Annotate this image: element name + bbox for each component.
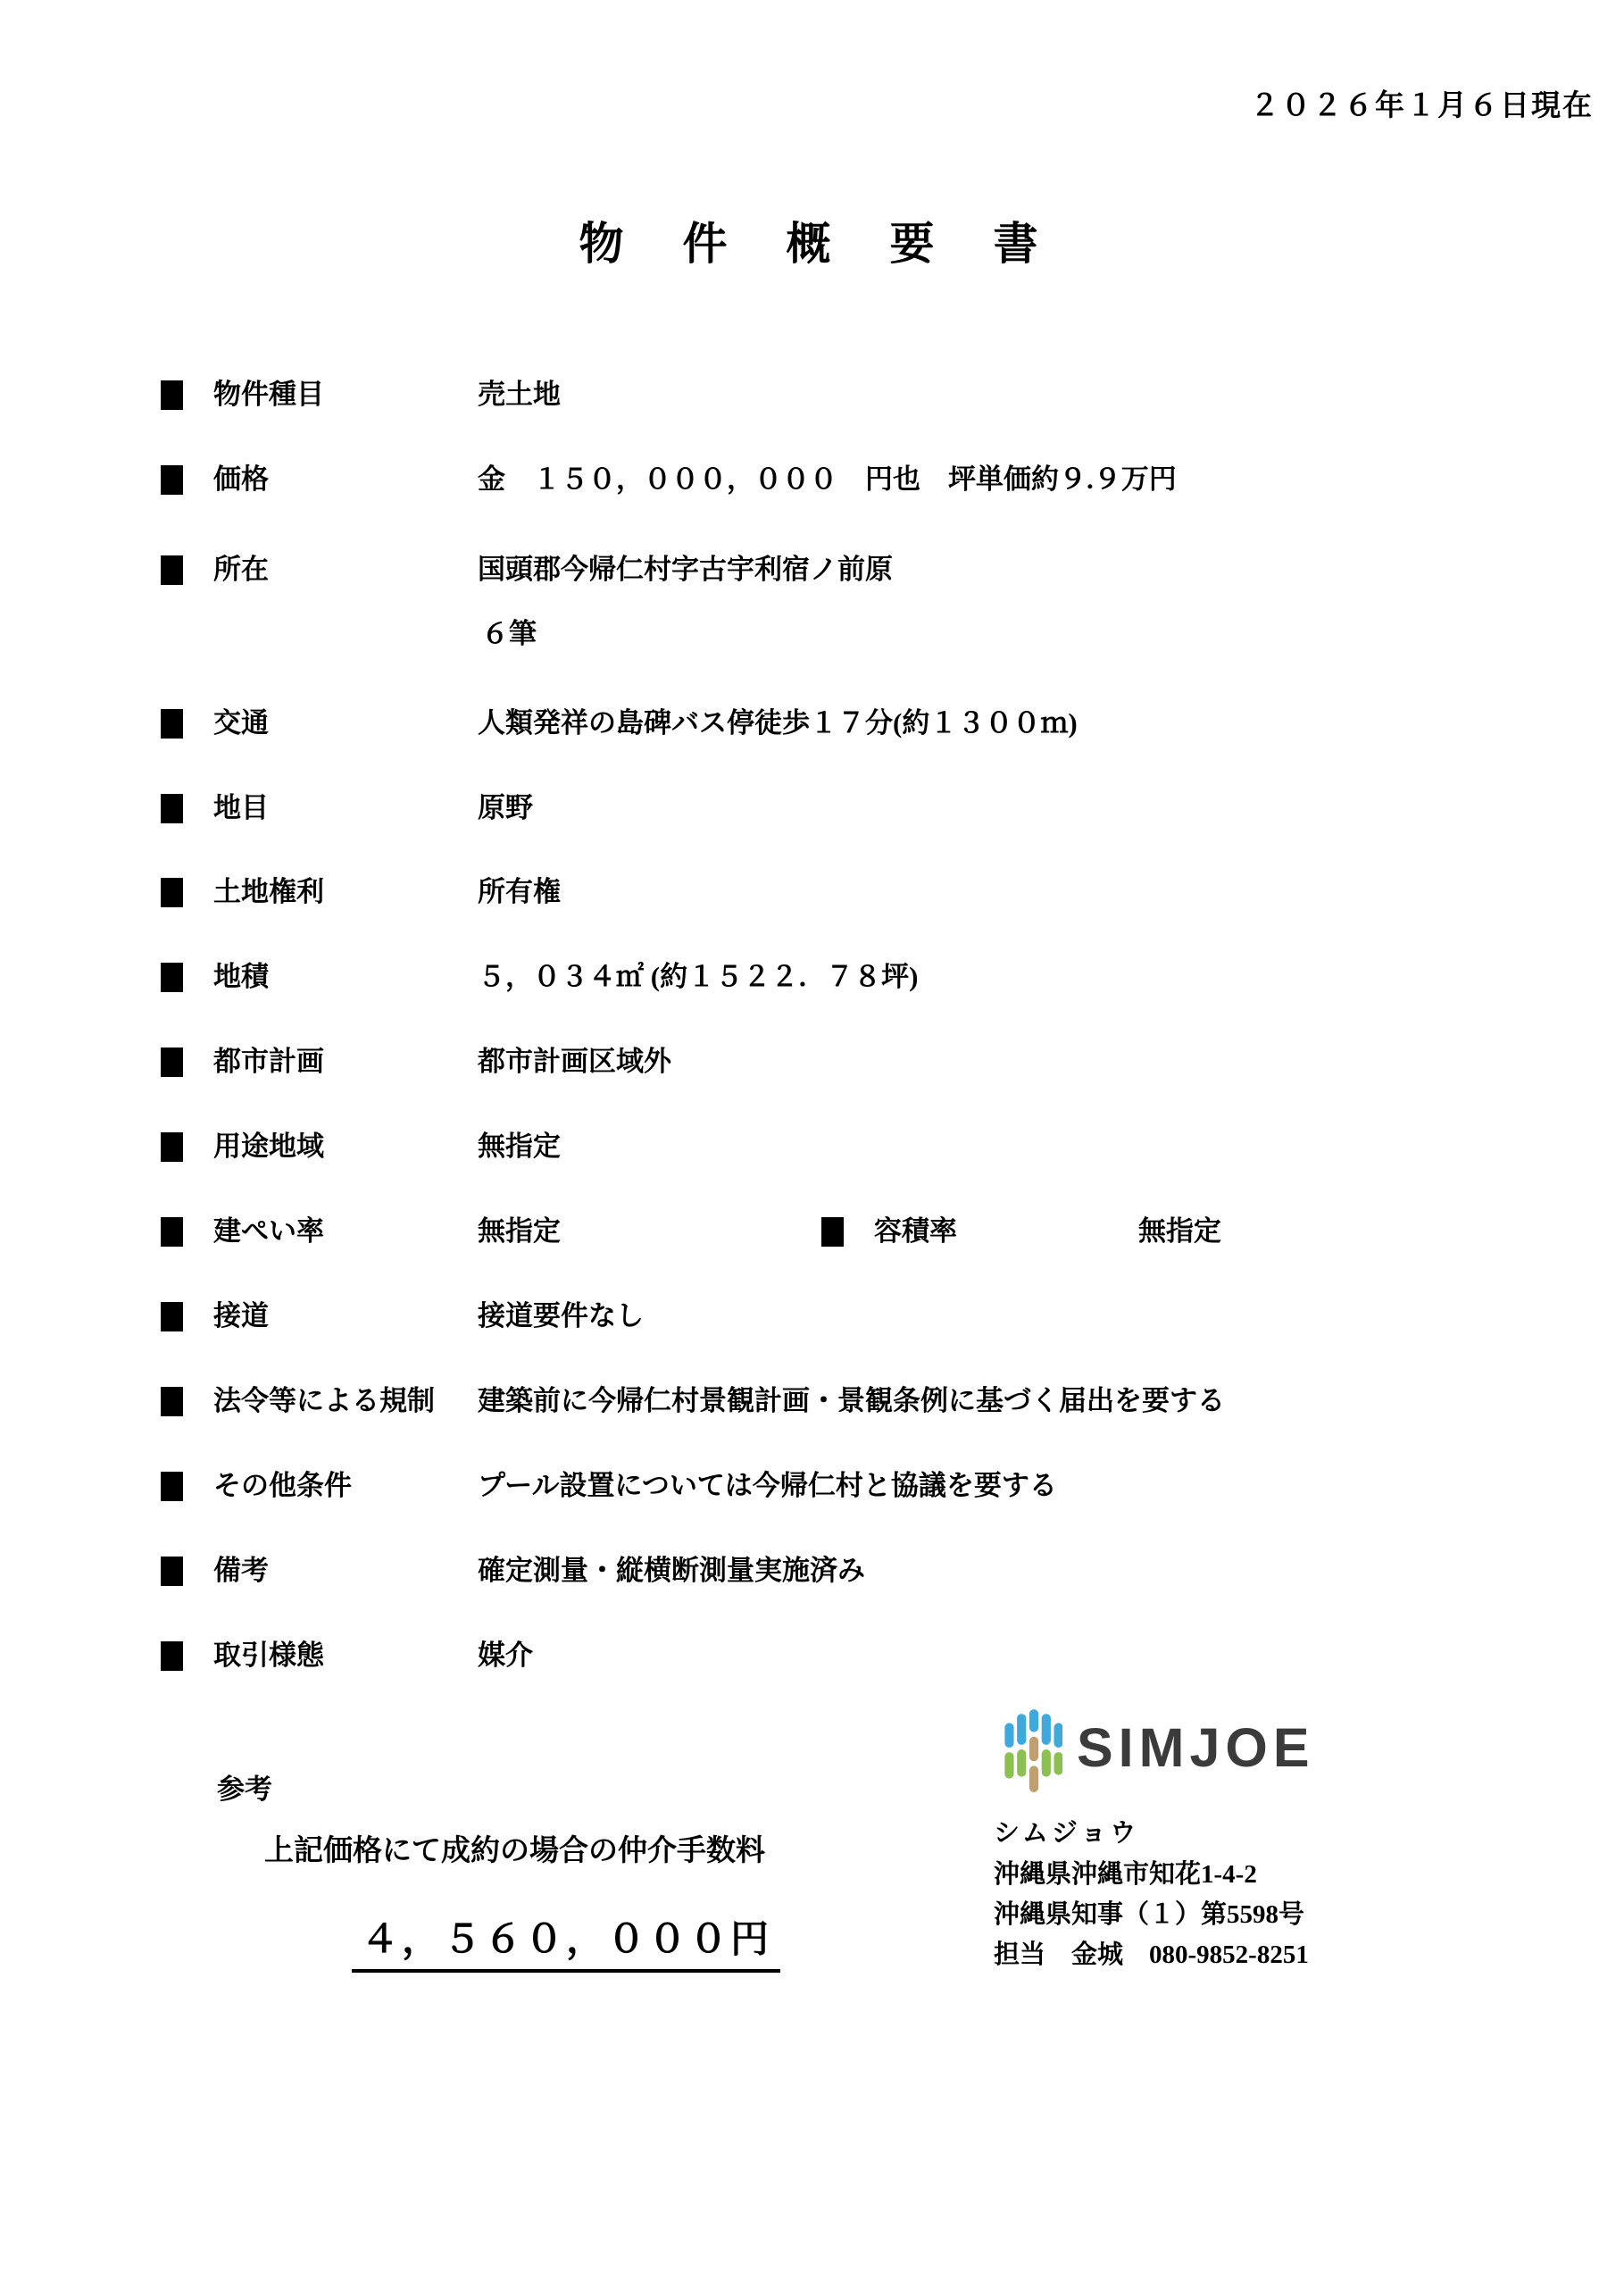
bullet-square-icon (161, 709, 183, 739)
row-transport (161, 705, 1078, 742)
row-label: 用途地域 (213, 1131, 324, 1162)
bullet-square-icon (161, 1217, 183, 1247)
bullet-square-icon (161, 555, 183, 585)
row-value: 国頭郡今帰仁村字古宇利宿ノ前原 (478, 554, 893, 585)
bullet-square-icon (161, 963, 183, 992)
bullet-square-icon (161, 1472, 183, 1501)
bullet-square-icon (161, 1048, 183, 1077)
bullet-square-icon (161, 878, 183, 907)
page-title: 物 件 概 要 書 (579, 219, 1045, 269)
bullet-square-icon (161, 794, 183, 823)
row-label: 取引様態 (213, 1640, 324, 1671)
row-value: 無指定 (478, 1215, 561, 1247)
agency-license-number: 沖縄県知事（１）第5598号 (994, 1900, 1305, 1929)
row-label: 建ぺい率 (213, 1215, 324, 1247)
reference-fee-amount: ４，５６０，０００円 (352, 1909, 780, 1973)
row-land-category (161, 789, 533, 827)
row-label: 交通 (213, 707, 269, 739)
row-label: 物件種目 (213, 379, 324, 410)
simjoe-logo-icon (1004, 1706, 1062, 1798)
agency-address: 沖縄県沖縄市知花1-4-2 (994, 1860, 1257, 1889)
row-label: 価格 (213, 463, 269, 495)
bullet-square-icon (161, 380, 183, 410)
row-city-planning (161, 1043, 671, 1081)
row-label: 土地権利 (213, 876, 324, 907)
row-value: 人類発祥の島碑バス停徒歩１７分(約１３００ｍ) (478, 707, 1078, 739)
bullet-square-icon (821, 1217, 844, 1247)
reference-fee-description: 上記価格にて成約の場合の仲介手数料 (264, 1835, 765, 1867)
row-coverage-and-floor-ratio (161, 1213, 1221, 1250)
row-label: 所在 (213, 554, 269, 585)
row-zoning (161, 1128, 561, 1165)
row-value: 接道要件なし (478, 1300, 644, 1331)
row-label-2: 容積率 (874, 1215, 957, 1247)
bullet-square-icon (161, 1557, 183, 1586)
row-label: 都市計画 (213, 1046, 324, 1077)
bullet-square-icon (161, 1132, 183, 1162)
row-label: 法令等による規制 (213, 1385, 435, 1416)
row-value: プール設置については今帰仁村と協議を要する (478, 1470, 1057, 1501)
row-land-rights (161, 873, 561, 911)
row-value: ５，０３４㎡ (約１５２２．７８坪) (478, 961, 919, 992)
row-property-type (161, 376, 561, 413)
row-location (161, 551, 893, 649)
row-value: 原野 (478, 792, 533, 823)
bullet-square-icon (161, 465, 183, 495)
agency-name: シムジョウ (994, 1819, 1140, 1848)
row-value: 金 １５０，０００，０００ 円也 坪単価約９.９万円 (478, 463, 1177, 495)
row-value-2: 無指定 (1138, 1215, 1221, 1247)
row-label: 地積 (213, 961, 269, 992)
row-road-access (161, 1298, 644, 1335)
reference-heading: 参考 (217, 1774, 272, 1805)
row-label: 地目 (213, 792, 269, 823)
agency-contact-phone: 担当 金城 080-9852-8251 (994, 1941, 1309, 1969)
row-other-conditions (161, 1467, 1057, 1505)
row-value: 売土地 (478, 379, 561, 410)
row-value: 確定測量・縦横断測量実施済み (478, 1555, 865, 1586)
row-value: 無指定 (478, 1131, 561, 1162)
row-label: 備考 (213, 1555, 269, 1586)
row-value: 媒介 (478, 1640, 533, 1671)
bullet-square-icon (161, 1641, 183, 1671)
row-legal-regulations (161, 1382, 1225, 1420)
bullet-square-icon (161, 1302, 183, 1331)
document-date: ２０２６年１月６日現在 (1250, 90, 1594, 122)
row-label: 接道 (213, 1300, 269, 1331)
row-value: 所有権 (478, 876, 561, 907)
row-land-area (161, 958, 918, 996)
row-value: 都市計画区域外 (478, 1046, 671, 1077)
row-transaction-type (161, 1637, 533, 1674)
row-value: 建築前に今帰仁村景観計画・景観条例に基づく届出を要する (478, 1385, 1225, 1416)
bullet-square-icon (161, 1387, 183, 1416)
row-label: その他条件 (213, 1470, 352, 1501)
row-value-line2: ６筆 (481, 618, 537, 649)
row-remarks (161, 1552, 865, 1590)
row-price (161, 461, 1177, 498)
simjoe-wordmark: SIMJOE (1077, 1717, 1315, 1778)
